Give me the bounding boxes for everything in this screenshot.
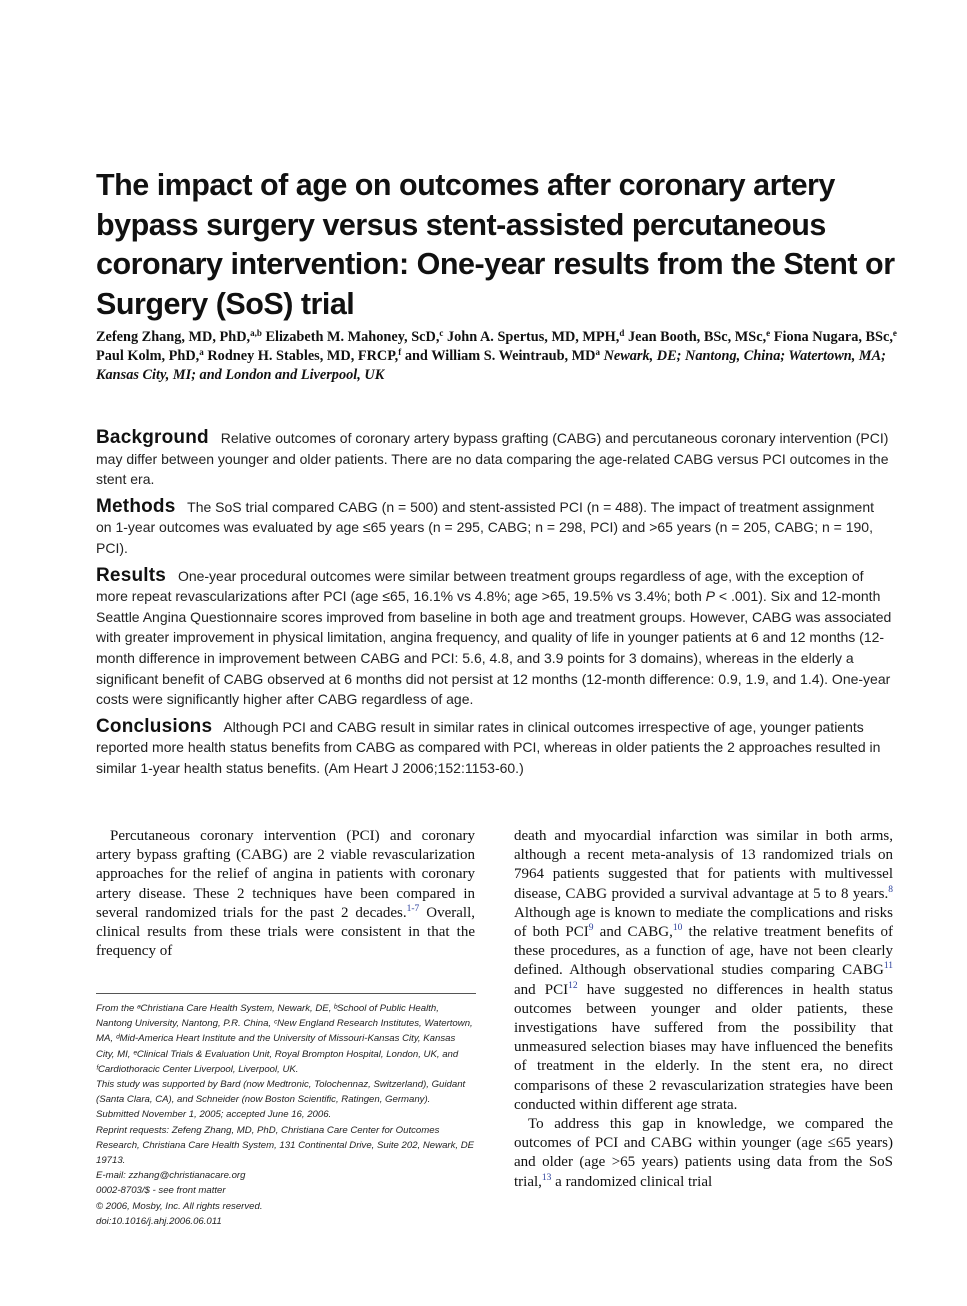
author-affiliation-mark: d [619, 328, 625, 338]
footnote-support: This study was supported by Bard (now Medtronic, Tolochennaz, Switzerland), Guidant (Santa Clara, CA), and Schneider (now Boston Scientific, Ratingen, Germany). [96, 1079, 466, 1106]
body-text: Overall, clinical results from these trials were consistent in that the frequency of [96, 904, 475, 960]
body-column-right [514, 827, 893, 1192]
author-affiliation-mark: e [766, 328, 771, 338]
author-name: Jean Booth, BSc, MSc, [627, 329, 767, 345]
author-locations: Newark, DE; Nantong, China; Watertown, MA; Kansas City, MI; and London and Liverpool, UK [96, 348, 886, 383]
abstract [96, 428, 893, 786]
abstract-text: One-year procedural outcomes were similar between treatment groups regardless of age, with the exception of more repeat revascularizations after PCI (age ≤65, 16.1% vs 4.8%; age >65, 19.5% vs 3.4%; both [96, 567, 864, 605]
reference-link[interactable]: 13 [541, 1172, 552, 1183]
body-paragraph [514, 1115, 893, 1192]
author-name: Paul Kolm, PhD, [96, 348, 200, 364]
author-affiliation-mark: a,b [250, 328, 262, 338]
abstract-heading: Results [96, 564, 167, 586]
body-text: death and myocardial infarction was similar in both arms, although a recent meta-analysis of 13 randomized trials on 7964 patients suggested that for patients with multivessel disease, CABG provided a survival advantage at 5 to 8 years. [514, 828, 893, 902]
abstract-heading: Methods [96, 495, 176, 517]
author-name: and William S. Weintraub, MD [404, 348, 596, 364]
author-affiliation-mark: c [439, 328, 444, 338]
abstract-text: Relative outcomes of coronary artery bypass grafting (CABG) and percutaneous coronary intervention (PCI) may differ between younger and older patients. There are no data comparing the age-related CABG versus PCI outcomes in the stent era. [96, 430, 889, 488]
article-title: The impact of age on outcomes after coronary artery bypass surgery versus stent-assisted percutaneous coronary intervention: One-year results from the Stent or Surgery (SoS) trial [96, 168, 895, 321]
abstract-methods [96, 497, 893, 559]
author-affiliation-mark: e [892, 328, 897, 338]
reference-link[interactable]: 11 [883, 961, 893, 972]
body-text: Percutaneous coronary intervention (PCI) and coronary artery bypass grafting (CABG) are 2 viable revascularization approaches for the relief of angina in patients with coronary artery disease. These 2 techniques have been compared in several randomized trials for the past 2 decades. [96, 828, 475, 921]
footnote-affiliations: From the ᵃChristiana Care Health System, Newark, DE, ᵇSchool of Public Health, Nantong University, Nantong, P.R. China, ᶜNew England Research Institutes, Watertown, MA, ᵈMid-America Heart Institute and the University of Missouri-Kansas City, Kansas City, MI, ᵉClinical Trials & Evaluation Unit, Royal Brompton Hospital, London, UK, and ᶠCardiothoracic Center Liverpool, Liverpool, UK. [96, 1003, 473, 1075]
body-text: To address this gap in knowledge, we compared the outcomes of PCI and CABG within younger (age ≤65 years) and older (age >65 years) patients using data from the SoS trial, [514, 1116, 893, 1190]
abstract-conclusions [96, 717, 893, 779]
abstract-heading: Background [96, 427, 209, 448]
footnote-doi[interactable]: doi:10.1016/j.ahj.2006.06.011 [96, 1215, 222, 1227]
abstract-background [96, 428, 893, 490]
footnote-reprints: Reprint requests: Zefeng Zhang, MD, PhD, Christiana Care Center for Outcomes Research, Christiana Care Health System, 131 Continental Drive, Suite 202, Newark, DE 19713. [96, 1124, 475, 1167]
body-paragraph [96, 827, 475, 961]
author-list [96, 328, 906, 385]
author-name: Elizabeth M. Mahoney, ScD, [265, 329, 440, 345]
author-name: Zefeng Zhang, MD, PhD, [96, 329, 251, 345]
footnotes [96, 993, 476, 1229]
abstract-results [96, 566, 893, 710]
reference-link[interactable]: 1-7 [406, 903, 420, 914]
footnote-copyright: © 2006, Mosby, Inc. All rights reserved. [96, 1200, 263, 1212]
body-text: a randomized clinical trial [551, 1173, 713, 1190]
author-name: John A. Spertus, MD, MPH, [446, 329, 620, 345]
reference-link[interactable]: 10 [672, 923, 683, 934]
author-name: Rodney H. Stables, MD, FRCP, [207, 348, 399, 364]
abstract-text: Although PCI and CABG result in similar rates in clinical outcomes irrespective of age, younger patients reported more health status benefits from CABG as compared with PCI, whereas in older patients the 2 approaches resulted in similar 1-year health status benefits. (Am Heart J 2006;152:1153-60.) [96, 718, 881, 776]
body-column-left [96, 827, 475, 961]
author-name: Fiona Nugara, BSc, [773, 329, 893, 345]
footnote-submitted: Submitted November 1, 2005; accepted June 16, 2006. [96, 1109, 332, 1121]
author-affiliation-mark: a [595, 347, 600, 357]
reference-link[interactable]: 12 [568, 980, 578, 991]
reference-link[interactable]: 9 [588, 923, 594, 934]
footnote-issn: 0002-8703/$ - see front matter [96, 1185, 226, 1197]
body-paragraph [514, 827, 893, 1115]
p-value-symbol: P [705, 588, 715, 605]
abstract-text: The SoS trial compared CABG (n = 500) and stent-assisted PCI (n = 488). The impact of treatment assignment on 1-year outcomes was evaluated by age ≤65 years (n = 295, CABG; n = 298, PCI) and >65 years (n = 205, CABG; n = 190, PCI). [96, 498, 875, 556]
abstract-text: < .001). Six and 12-month Seattle Angina Questionnaire scores improved from baseline in both age and treatment groups. However, CABG was associated with greater improvement in physical limitation, angina frequency, and quality of life in younger patients at 6 and 12 months (12-month difference in improvement between CABG and PCI: 5.6, 4.8, and 3.9 points for 3 domains), whereas in the elderly a significant benefit of CABG observed at 6 months did not persist at 12 months (12-month difference: 0.9, 1.9, and 1.4). One-year costs were significantly higher after CABG regardless of age. [96, 588, 892, 708]
body-text: Although age is known to mediate the complications and risks of both PCI [514, 904, 893, 941]
footnote-email[interactable]: E-mail: zzhang@christianacare.org [96, 1170, 246, 1182]
body-text: have suggested no differences in health status outcomes between younger and older patients, these investigations have suffered from the possibility that unmeasured selection biases may have influenced the benefits of treatment in the elderly. In the stent era, no direct comparisons of these 2 revascularization strategies have been conducted within different age strata. [514, 981, 894, 1113]
author-affiliation-mark: a [199, 347, 204, 357]
body-text: the relative treatment benefits of these procedures, as a function of age, have not been clearly defined. Although observational studies comparing CABG [514, 924, 893, 979]
body-text: and PCI [514, 981, 569, 998]
reference-link[interactable]: 8 [888, 884, 893, 895]
abstract-heading: Conclusions [96, 715, 213, 737]
body-text: and CABG, [593, 924, 673, 941]
author-affiliation-mark: f [398, 347, 402, 357]
